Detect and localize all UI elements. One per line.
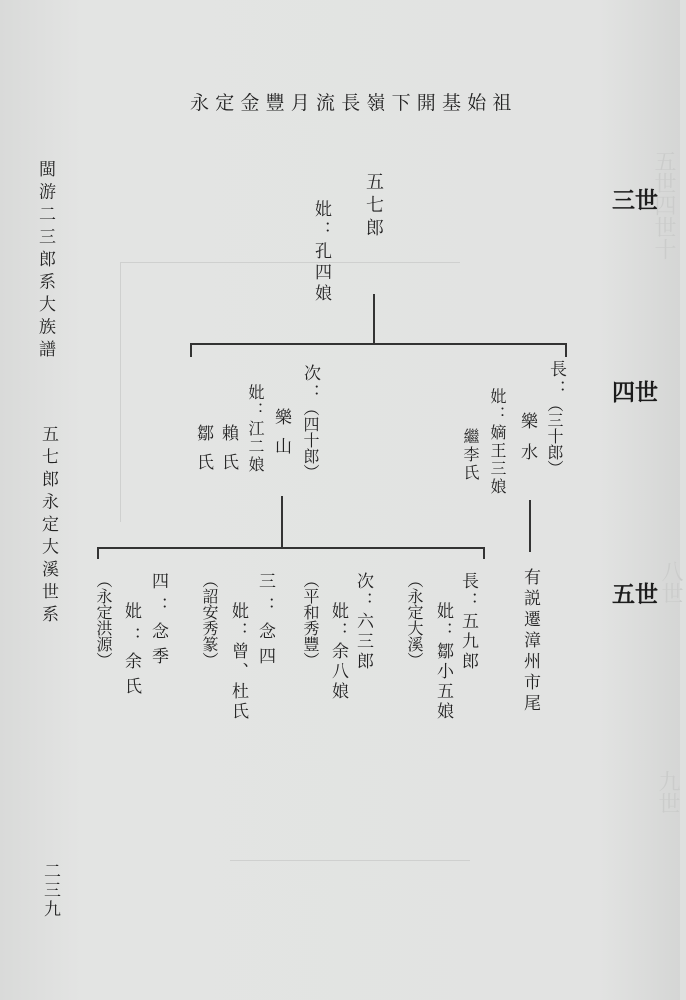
- tree-line: [97, 547, 99, 559]
- tree-line: [97, 547, 484, 549]
- gen5-child-4-place: （永定洪源）: [94, 572, 113, 668]
- gen5-child-3-label: 三：念四: [255, 572, 275, 672]
- tree-line: [281, 496, 283, 548]
- gen4-eldest-stepwife: 繼李氏: [461, 428, 480, 482]
- gen5-child-1-place: （永定大溪）: [405, 572, 424, 668]
- page-title: 永定金豐月流長嶺下開基始祖: [190, 92, 518, 114]
- gen4-eldest-wife: 妣：嫡王三娘: [488, 388, 507, 496]
- tree-line: [373, 294, 375, 344]
- tree-line: [483, 547, 485, 559]
- bleed-through-line: [120, 262, 460, 263]
- gen4-second-wife: 妣：江二娘: [246, 384, 265, 474]
- bleed-through-text: 八世: [658, 560, 683, 604]
- generation-label-fourth: 四世: [612, 380, 658, 406]
- gen4-second-style: 樂山: [271, 408, 291, 466]
- bleed-through-text: 五世四世十: [651, 150, 676, 260]
- gen5-child-2-wife: 妣：余八娘: [328, 602, 348, 702]
- generation-label-fifth: 五世: [612, 582, 658, 608]
- gen3-wife: 妣：孔四娘: [311, 200, 331, 305]
- gen5-child-4-label: 四：念季: [148, 572, 168, 672]
- tree-line: [565, 343, 567, 357]
- gen4-second-courtesy: （四十郎）: [301, 400, 320, 480]
- bleed-through-text: 九世: [655, 770, 680, 814]
- gen4-second-wife3: 鄒氏: [193, 424, 213, 482]
- gen4-eldest-style: 樂水: [517, 412, 537, 474]
- tree-line: [190, 343, 192, 357]
- generation-label-third: 三世: [612, 188, 658, 214]
- gen5-child-2-label: 次：六三郎: [353, 572, 373, 672]
- bleed-through-line: [120, 262, 121, 522]
- gen5-child-3-place: （詔安秀篆）: [200, 572, 219, 668]
- gen4-eldest-courtesy: （三十郎）: [545, 396, 564, 476]
- page-number: 二三九: [40, 862, 60, 919]
- gen5-child-3-wife: 妣：曾、杜氏: [228, 602, 248, 722]
- gen5-child-2-place: （平和秀豐）: [301, 572, 320, 668]
- gen4-second-wife2: 賴氏: [218, 424, 238, 482]
- book-title: 閩游二三郎系大族譜: [35, 160, 55, 363]
- gen4-second-label: 次：: [300, 364, 320, 404]
- gen5-child-4-wife: 妣：余氏: [121, 602, 141, 702]
- section-title: 五七郎永定大溪世系: [38, 425, 58, 628]
- tree-line: [190, 343, 566, 345]
- bleed-through-line: [230, 860, 470, 861]
- gen4-eldest-label: 長：: [546, 360, 566, 400]
- gen5-child-1-wife: 妣：鄒小五娘: [433, 602, 453, 722]
- connector-dash: [529, 500, 531, 552]
- gen4-migration-note: 有説遷漳州市尾: [520, 568, 540, 715]
- gen3-name: 五七郎: [363, 172, 384, 241]
- gen5-child-1-label: 長：五九郎: [458, 572, 478, 672]
